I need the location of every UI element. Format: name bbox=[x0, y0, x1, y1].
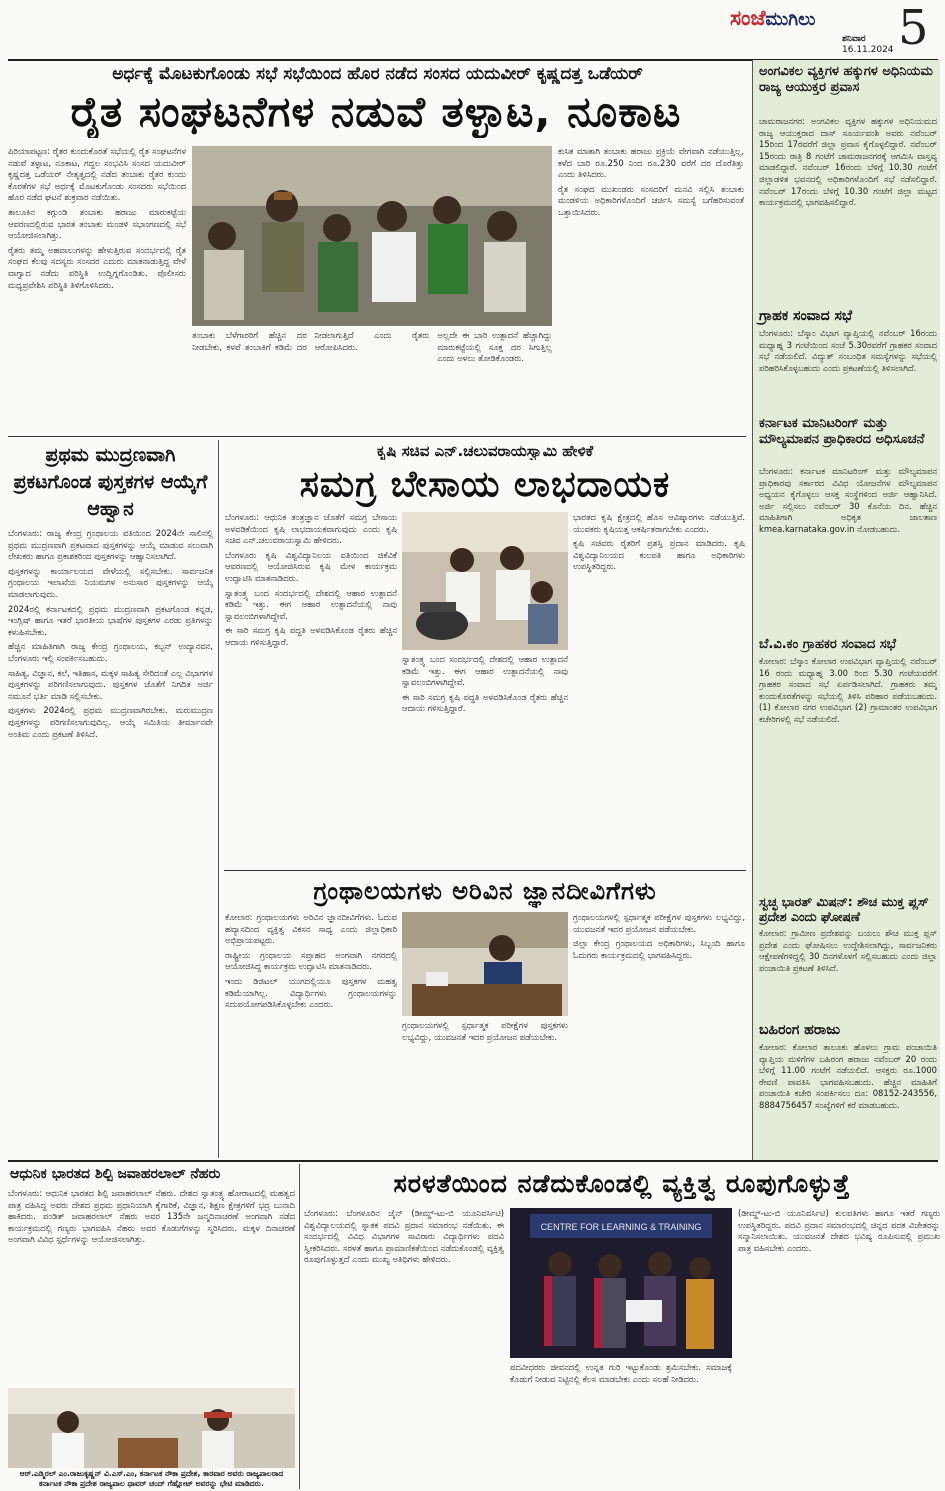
library-body-mid bbox=[402, 1020, 568, 1158]
right-story1-headline: ಅಂಗವಿಕಲ ವ್ಯಕ್ತಿಗಳ ಹಕ್ಕುಗಳ ಅಧಿನಿಯಮ ರಾಜ್ಯ ಆಯುಕ್ತರ ಪ್ರವಾಸ bbox=[759, 64, 933, 95]
brand-logo bbox=[730, 6, 815, 31]
brand-right: ಮುಗಿಲು bbox=[765, 9, 816, 30]
library-paragraph: ಕೋಲಾರ: ಗ್ರಂಥಾಲಯಗಳು ಅರಿವಿನ ಜ್ಞಾನದೀವಿಗೆಗಳು. ಓದುವ ಹವ್ಯಾಸದಿಂದ ವ್ಯಕ್ತಿತ್ವ ವಿಕಸನ ಸಾಧ್ಯ ಎಂದು ಜಿಲ್ಲಾಧಿಕಾರಿ ಅಭಿಪ್ರಾಯಪಟ್ಟರು. bbox=[225, 912, 397, 946]
agri-paragraph: ಕೃಷಿ ಸಚಿವರು ರೈತರಿಗೆ ಪ್ರಶಸ್ತಿ ಪ್ರದಾನ ಮಾಡಿದರು. ಕೃಷಿ ವಿಶ್ವವಿದ್ಯಾನಿಲಯದ ಕುಲಪತಿ ಹಾಗೂ ಅಧಿಕಾರಿಗಳು ಉಪಸ್ಥಿತರಿದ್ದರು. bbox=[573, 538, 745, 572]
books-headline: ಪ್ರಥಮ ಮುದ್ರಣವಾಗಿ ಪ್ರಕಟಗೊಂಡ ಪುಸ್ತಕಗಳ ಆಯ್ಕೆಗೆ ಆಹ್ವಾನ bbox=[13, 444, 208, 520]
right-story3-body: ಬೆಂಗಳೂರು: ಕರ್ನಾಟಕ ಮಾನಿಟರಿಂಗ್ ಮತ್ತು ಮೌಲ್ಯಮಾಪನ ಪ್ರಾಧಿಕಾರವು ಸರ್ಕಾರದ ವಿವಿಧ ಯೋಜನೆಗಳ ಮೌಲ್ಯಮಾಪನ ಅಧ್ಯಯನ ಕೈಗೊಳ್ಳಲು ಆಸಕ್ತ ಸಂಸ್ಥೆಗಳಿಂದ ಅರ್ಜಿ ಆಹ್ವಾನಿಸಿದೆ. ಅರ್ಜಿ ಸಲ್ಲಿಸಲು ನವೆಂಬರ್ 30 ಕೊನೆಯ ದಿನ. ಹೆಚ್ಚಿನ ಮಾಹಿತಿಗಾಗಿ ಅಧಿಕೃತ ಜಾಲತಾಣ kmea.karnataka.gov.in ನೋಡಬಹುದು. bbox=[759, 466, 937, 534]
lead-headline: ರೈತ ಸಂಘಟನೆಗಳ ನಡುವೆ ತಳ್ಳಾಟ, ನೂಕಾಟ bbox=[70, 87, 682, 136]
library-body-right bbox=[573, 912, 745, 1158]
library-paragraph: ಗ್ರಂಥಾಲಯಗಳಲ್ಲಿ ಸ್ಪರ್ಧಾತ್ಮಕ ಪರೀಕ್ಷೆಗಳ ಪುಸ್ತಕಗಳು ಲಭ್ಯವಿದ್ದು, ಯುವಜನತೆ ಇದರ ಪ್ರಯೋಜನ ಪಡೆಯಬೇಕು. bbox=[402, 1020, 568, 1042]
right-story2-headline: ಗ್ರಾಹಕ ಸಂವಾದ ಸಭೆ bbox=[759, 308, 853, 324]
books-body bbox=[8, 528, 213, 1158]
right-column bbox=[752, 60, 940, 1160]
convocation-banner: CENTRE FOR LEARNING & TRAINING bbox=[540, 1222, 702, 1232]
agri-body-right bbox=[573, 512, 745, 868]
issue-day: ಶನಿವಾರ bbox=[842, 34, 866, 44]
lead-paragraph: ಪಿರಿಯಾಪಟ್ಟಣ: ರೈತರ ಕುಂದುಕೊರತೆ ಸಭೆಯಲ್ಲಿ ರೈತ ಸಂಘಟನೆಗಳ ನಡುವೆ ತಳ್ಳಾಟ, ನೂಕಾಟ, ಗದ್ದಲ ಸಂಭವಿಸಿ ಸಂಸದ ಯದುವೀರ್ ಕೃಷ್ಣದತ್ತ ಒಡೆಯರ್ ನೇತೃತ್ವದಲ್ಲಿ ನಡೆದ ತಂಬಾಕು ರೈತರ ಕುಂದು ಕೊರತೆಗಳ ಸಭೆ ಅರ್ಧಕ್ಕೆ ಮೊಟಕುಗೊಂಡು ಸಂಸದರು ಸಭೆಯಿಂದ ಹೊರ ನಡೆದ ಘಟನೆ ಶುಕ್ರವಾರ ನಡೆಯಿತು. bbox=[8, 146, 186, 203]
personality-headline: ಸರಳತೆಯಿಂದ ನಡೆದುಕೊಂಡಲ್ಲಿ ವ್ಯಕ್ತಿತ್ವ ರೂಪುಗೊಳ್ಳುತ್ತೆ bbox=[393, 1169, 851, 1198]
right-story1-body: ಚಾಮರಾಜನಗರ: ಅಂಗವಿಕಲ ವ್ಯಕ್ತಿಗಳ ಹಕ್ಕುಗಳ ಅಧಿನಿಯಮದ ರಾಜ್ಯ ಆಯುಕ್ತರಾದ ದಾಸ್ ಸೂರ್ಯವಂಶಿ ಅವರು ನವೆಂಬರ್ 15ರಿಂದ 17ರವರೆಗೆ ಜಿಲ್ಲಾ ಪ್ರವಾಸ ಕೈಗೊಳ್ಳಲಿದ್ದಾರೆ. ನವೆಂಬರ್ 15ರಂದು ರಾತ್ರಿ 8 ಗಂಟೆಗೆ ಚಾಮರಾಜನಗರಕ್ಕೆ ಆಗಮಿಸಿ ವಾಸ್ತವ್ಯ ಮಾಡಲಿದ್ದಾರೆ. ನವೆಂಬರ್ 16ರಂದು ಬೆಳಿಗ್ಗೆ 10.30 ಗಂಟೆಗೆ ಜಿಲ್ಲಾಡಳಿತ ಭವನದಲ್ಲಿ ಅಧಿಕಾರಿಗಳೊಂದಿಗೆ ಸಭೆ ನಡೆಸಲಿದ್ದಾರೆ. ನವೆಂಬರ್ 17ರಂದು ಬೆಳಿಗ್ಗೆ 10.30 ಗಂಟೆಗೆ ಜಿಲ್ಲಾ ಮಟ್ಟದ ಕಾರ್ಯಕ್ರಮದಲ್ಲಿ ಭಾಗವಹಿಸಲಿದ್ದಾರೆ. bbox=[759, 116, 937, 208]
convocation-photo bbox=[510, 1208, 732, 1358]
page-number: 5 bbox=[898, 4, 929, 56]
agri-paragraph: ಸ್ವಾತಂತ್ರ್ಯ ಬಂದ ಸಂದರ್ಭದಲ್ಲಿ ದೇಶದಲ್ಲಿ ಆಹಾರ ಉತ್ಪಾದನೆ ಕಡಿಮೆ ಇತ್ತು. ಈಗ ಆಹಾರ ಉತ್ಪಾದನೆಯಲ್ಲಿ ನಾವು ಸ್ವಾವಲಂಬಿಗಳಾಗಿದ್ದೇವೆ. bbox=[225, 587, 397, 621]
lead-kicker: ಅರ್ಧಕ್ಕೆ ಮೊಟಕುಗೊಂಡು ಸಭೆ ಸಭೆಯಿಂದ ಹೊರ ನಡೆದ ಸಂಸದ ಯದುವೀರ್ ಕೃಷ್ಣದತ್ತ ಒಡೆಯರ್ bbox=[112, 64, 643, 84]
lead-paragraph: ರೈತರು ತಮ್ಮ ಅಹವಾಲುಗಳನ್ನು ಹೇಳುತ್ತಿರುವ ಸಂದರ್ಭದಲ್ಲಿ ರೈತ ಸಂಘದ ಕೆಲವು ಸದಸ್ಯರು ಸಂಸದರ ಎದುರು ಮಾತನಾಡುತ್ತಿದ್ದ ವೇಳೆ ವಾಗ್ವಾದ ನಡೆದು ಪರಿಸ್ಥಿತಿ ಉದ್ವಿಗ್ನಗೊಂಡಿತು. ಪೊಲೀಸರು ಮಧ್ಯಪ್ರವೇಶಿಸಿ ಪರಿಸ್ಥಿತಿ ತಿಳಿಗೊಳಿಸಿದರು. bbox=[8, 244, 186, 290]
agri-headline: ಸಮಗ್ರ ಬೇಸಾಯ ಲಾಭದಾಯಕ bbox=[299, 464, 671, 505]
agriculture-minister-photo bbox=[402, 512, 568, 650]
naval-officer-governor-photo bbox=[8, 1388, 295, 1468]
lead-body-mid bbox=[192, 330, 552, 428]
books-paragraph: ಸಾಹಿತ್ಯ, ವಿಜ್ಞಾನ, ಕಲೆ, ಇತಿಹಾಸ, ಮಕ್ಕಳ ಸಾಹಿತ್ಯ ಸೇರಿದಂತೆ ಎಲ್ಲ ವಿಭಾಗಗಳ ಪುಸ್ತಕಗಳನ್ನು ಪರಿಗಣಿಸಲಾಗುವುದು. ಪುಸ್ತಕಗಳ ಜೊತೆಗೆ ನಿಗದಿತ ಅರ್ಜಿ ನಮೂನೆ ಭರ್ತಿ ಮಾಡಿ ಸಲ್ಲಿಸಬೇಕು. bbox=[8, 667, 213, 701]
right-story6-body: ಕೋಲಾರ: ಕೋಲಾರ ತಾಲೂಕು ಹೊಳಲು ಗ್ರಾಮ ಪಂಚಾಯಿತಿ ವ್ಯಾಪ್ತಿಯ ಮಳಿಗೆಗಳ ಬಹಿರಂಗ ಹರಾಜು ನವೆಂಬರ್ 20 ರಂದು ಬೆಳಿಗ್ಗೆ 11.00 ಗಂಟೆಗೆ ನಡೆಯಲಿದೆ. ಆಸಕ್ತರು ರೂ.1000 ಠೇವಣಿ ಪಾವತಿಸಿ ಭಾಗವಹಿಸಬಹುದು. ಹೆಚ್ಚಿನ ಮಾಹಿತಿಗೆ ಪಂಚಾಯಿತಿ ಕಚೇರಿ ಸಂಪರ್ಕಿಸಲು ದೂ: 08152-243556, 8884756457 ಸಂಖ್ಯೆಗಳಿಗೆ ಕರೆ ಮಾಡಬಹುದು. bbox=[759, 1042, 937, 1110]
personality-body-left: ಬೆಂಗಳೂರು: ಬೆಂಗಳೂರಿನ ಜೈನ್ (ಡೀಮ್ಡ್-ಟು-ಬಿ ಯೂನಿವರ್ಸಿಟಿ) ವಿಶ್ವವಿದ್ಯಾಲಯದಲ್ಲಿ ಸ್ನಾತಕ ಪದವಿ ಪ್ರದಾನ ಸಮಾರಂಭ ನಡೆಯಿತು. ಈ ಸಂದರ್ಭದಲ್ಲಿ ವಿವಿಧ ವಿಭಾಗಗಳ ಸಾವಿರಾರು ವಿದ್ಯಾರ್ಥಿಗಳು ಪದವಿ ಸ್ವೀಕರಿಸಿದರು. ಸರಳತೆ ಹಾಗೂ ಪ್ರಾಮಾಣಿಕತೆಯಿಂದ ನಡೆದುಕೊಂಡಲ್ಲಿ ವ್ಯಕ್ತಿತ್ವ ರೂಪುಗೊಳ್ಳುತ್ತದೆ ಎಂದು ಮುಖ್ಯ ಅತಿಥಿಗಳು ಹೇಳಿದರು. bbox=[304, 1208, 504, 1265]
books-paragraph: 2024ರಲ್ಲಿ ಕರ್ನಾಟಕದಲ್ಲಿ ಪ್ರಥಮ ಮುದ್ರಣವಾಗಿ ಪ್ರಕಟಗೊಂಡ ಕನ್ನಡ, ಇಂಗ್ಲಿಷ್ ಹಾಗೂ ಇತರೆ ಭಾರತೀಯ ಭಾಷೆಗಳ ಪುಸ್ತಕಗಳ ಎರಡು ಪ್ರತಿಗಳನ್ನು ಕಳುಹಿಸಬೇಕು. bbox=[8, 603, 213, 637]
agri-body-mid bbox=[402, 654, 568, 868]
lead-paragraph: ತಾಲೂಕಿನ ಕಗ್ಗುಂಡಿ ತಂಬಾಕು ಹರಾಜು ಮಾರುಕಟ್ಟೆಯ ಆವರಣದಲ್ಲಿರುವ ಭಾರತ ತಂಬಾಕು ಮಂಡಳಿ ಸಭಾಂಗಣದಲ್ಲಿ ಸಭೆ ಆಯೋಜಿಸಲಾಗಿತ್ತು. bbox=[8, 206, 186, 241]
library-paragraph: ಇಂದು ಡಿಜಿಟಲ್ ಯುಗದಲ್ಲಿಯೂ ಪುಸ್ತಕಗಳ ಮಹತ್ವ ಕಡಿಮೆಯಾಗಿಲ್ಲ. ವಿದ್ಯಾರ್ಥಿಗಳು ಗ್ರಂಥಾಲಯಗಳನ್ನು ಸದುಪಯೋಗಪಡಿಸಿಕೊಳ್ಳಬೇಕು ಎಂದರು. bbox=[225, 975, 397, 1010]
library-paragraph: ಗ್ರಂಥಾಲಯಗಳಲ್ಲಿ ಸ್ಪರ್ಧಾತ್ಮಕ ಪರೀಕ್ಷೆಗಳ ಪುಸ್ತಕಗಳು ಲಭ್ಯವಿದ್ದು, ಯುವಜನತೆ ಇದರ ಪ್ರಯೋಜನ ಪಡೆಯಬೇಕು. bbox=[573, 912, 745, 934]
agri-paragraph: ಈ ಸಾರಿ ಸಮಗ್ರ ಕೃಷಿ ಪದ್ಧತಿ ಅಳವಡಿಸಿಕೊಂಡ ರೈತರು ಹೆಚ್ಚಿನ ಆದಾಯ ಗಳಿಸುತ್ತಿದ್ದಾರೆ. bbox=[225, 625, 397, 647]
lead-body-left bbox=[8, 146, 186, 428]
nehru-body: ಬೆಂಗಳೂರು: ಆಧುನಿಕ ಭಾರತದ ಶಿಲ್ಪಿ ಜವಾಹರಲಾಲ್ ನೆಹರು. ದೇಶದ ಸ್ವಾತಂತ್ರ್ಯ ಹೋರಾಟದಲ್ಲಿ ಮಹತ್ವದ ಪಾತ್ರ ವಹಿಸಿದ್ದ ಅವರು ದೇಶದ ಪ್ರಥಮ ಪ್ರಧಾನಿಯಾಗಿ ಕೈಗಾರಿಕೆ, ವಿಜ್ಞಾನ, ಶಿಕ್ಷಣ ಕ್ಷೇತ್ರಗಳಿಗೆ ಭದ್ರ ಬುನಾದಿ ಹಾಕಿದರು. ಪಂಡಿತ್ ಜವಾಹರಲಾಲ್ ನೆಹರು ಅವರ 135ನೇ ಜನ್ಮದಿನಾಚರಣೆ ಅಂಗವಾಗಿ ನಡೆದ ಕಾರ್ಯಕ್ರಮದಲ್ಲಿ ಗಣ್ಯರು ಭಾಗವಹಿಸಿ ನೆಹರು ಅವರ ಕೊಡುಗೆಗಳನ್ನು ಸ್ಮರಿಸಿದರು. ಮಕ್ಕಳ ದಿನಾಚರಣೆ ಅಂಗವಾಗಿ ವಿವಿಧ ಸ್ಪರ್ಧೆಗಳನ್ನು ಆಯೋಜಿಸಲಾಗಿತ್ತು. bbox=[8, 1188, 295, 1245]
library-paragraph: ಜಿಲ್ಲಾ ಕೇಂದ್ರ ಗ್ರಂಥಾಲಯದ ಅಧಿಕಾರಿಗಳು, ಸಿಬ್ಬಂದಿ ಹಾಗೂ ಓದುಗರು ಕಾರ್ಯಕ್ರಮದಲ್ಲಿ ಭಾಗವಹಿಸಿದ್ದರು. bbox=[573, 938, 745, 960]
library-body bbox=[225, 912, 397, 1158]
right-story6-headline: ಬಹಿರಂಗ ಹರಾಜು bbox=[759, 1022, 841, 1038]
library-headline: ಗ್ರಂಥಾಲಯಗಳು ಅರಿವಿನ ಜ್ಞಾನದೀವಿಗೆಗಳು bbox=[313, 877, 657, 905]
lead-body-right bbox=[558, 146, 744, 428]
library-paragraph: ರಾಷ್ಟ್ರೀಯ ಗ್ರಂಥಾಲಯ ಸಪ್ತಾಹದ ಅಂಗವಾಗಿ ನಗರದಲ್ಲಿ ಆಯೋಜಿಸಿದ್ದ ಕಾರ್ಯಕ್ರಮ ಉದ್ಘಾಟಿಸಿ ಮಾತನಾಡಿದರು. bbox=[225, 949, 397, 972]
agri-paragraph: ಭಾರತದ ಕೃಷಿ ಕ್ಷೇತ್ರದಲ್ಲಿ ಹೊಸ ಆವಿಷ್ಕಾರಗಳು ನಡೆಯುತ್ತಿವೆ. ಯುವಕರು ಕೃಷಿಯತ್ತ ಆಕರ್ಷಿತರಾಗಬೇಕು ಎಂದರು. bbox=[573, 512, 745, 534]
agri-paragraph: ಸ್ವಾತಂತ್ರ್ಯ ಬಂದ ಸಂದರ್ಭದಲ್ಲಿ ದೇಶದಲ್ಲಿ ಆಹಾರ ಉತ್ಪಾದನೆ ಕಡಿಮೆ ಇತ್ತು. ಈಗ ಆಹಾರ ಉತ್ಪಾದನೆಯಲ್ಲಿ ನಾವು ಸ್ವಾವಲಂಬಿಗಳಾಗಿದ್ದೇವೆ. bbox=[402, 654, 568, 688]
right-story4-body: ಕೋಲಾರ: ಬೆಸ್ಕಾಂ ಕೋಲಾರ ಉಪವಿಭಾಗ ವ್ಯಾಪ್ತಿಯಲ್ಲಿ ನವೆಂಬರ್ 16 ರಂದು ಮಧ್ಯಾಹ್ನ 3.00 ರಿಂದ 5.30 ಗಂಟೆಯವರೆಗೆ ಗ್ರಾಹಕರ ಸಂವಾದ ಸಭೆ ಏರ್ಪಡಿಸಲಾಗಿದೆ. ಗ್ರಾಹಕರು ತಮ್ಮ ಕುಂದುಕೊರತೆಗಳನ್ನು ಸಭೆಯಲ್ಲಿ ತಿಳಿಸಿ ಪರಿಹಾರ ಪಡೆಯಬಹುದು. (1) ಕೋಲಾರ ನಗರ ಉಪವಿಭಾಗ (2) ಗ್ರಾಮಾಂತರ ಉಪವಿಭಾಗ ಕಚೇರಿಗಳಲ್ಲಿ ಸಭೆ ನಡೆಯಲಿದೆ. bbox=[759, 656, 937, 724]
right-story4-headline: ಬೆ.ವಿ.ಕಂ ಗ್ರಾಹಕರ ಸಂವಾದ ಸಭೆ bbox=[759, 637, 897, 652]
lead-paragraph: ಅಲ್ಲದೇ ಈ ಬಾರಿ ಉತ್ಪಾದನೆ ಹೆಚ್ಚಾಗಿದ್ದು ಮಾರುಕಟ್ಟೆಯಲ್ಲಿ ಸೂಕ್ತ ದರ ಸಿಗುತ್ತಿಲ್ಲ ಎಂದು ಅಳಲು ತೋಡಿಕೊಂಡರು. bbox=[437, 330, 552, 364]
farmers-meeting-photo bbox=[192, 146, 552, 326]
agri-body bbox=[225, 512, 397, 868]
right-story5-headline: ಸ್ವಚ್ಛ ಭಾರತ್ ಮಿಷನ್: ಶೌಚ ಮುಕ್ತ ಪ್ಲಸ್ ಪ್ರದೇಶ ಎಂದು ಘೋಷಣೆ bbox=[759, 894, 929, 924]
books-paragraph: ಪುಸ್ತಕಗಳನ್ನು ಕಾರ್ಯಾಲಯದ ವೇಳೆಯಲ್ಲಿ ಸಲ್ಲಿಸಬೇಕು. ಸಾರ್ವಜನಿಕ ಗ್ರಂಥಾಲಯ ಇಲಾಖೆಯ ನಿಯಮಗಳ ಅನುಸಾರ ಪುಸ್ತಕಗಳನ್ನು ಆಯ್ಕೆ ಮಾಡಲಾಗುವುದು. bbox=[8, 565, 213, 599]
nehru-photo-caption: ಆರ್.ಎಡ್ಮಿರಲ್ ಎಂ.ರಾಜುಕೃಷ್ಣನ್ ವಿ.ಎಸ್.ಎಂ, ಕರ್ನಾಟಕ ನೌಕಾ ಪ್ರದೇಶ, ಕಾರವಾರ ಅವರು ರಾಜ್ಯಪಾಲರಾದ ಕರ್ನಾಟಕ ನೌಕಾ ಪ್ರದೇಶ ರಾಜ್ಯಪಾಲ ಥಾವರ್ ಚಂದ್ ಗೆಹ್ಲೋಟ್ ಅವರನ್ನು ಭೇಟಿ ಮಾಡಿದರು. bbox=[19, 1469, 284, 1488]
lead-paragraph: ತಂಬಾಕು ಬೆಳೆಗಾರರಿಗೆ ಹೆಚ್ಚಿನ ದರ ನೀಡಬೇಕು, ಕಳಪೆ ತಂಬಾಕಿಗೆ ಕಡಿಮೆ ದರ ನೀಡಲಾಗುತ್ತಿದೆ ಎಂದು ರೈತರು ಆರೋಪಿಸಿದರು. bbox=[192, 330, 430, 352]
masthead bbox=[730, 4, 942, 58]
books-paragraph: ಬೆಂಗಳೂರು: ರಾಜ್ಯ ಕೇಂದ್ರ ಗ್ರಂಥಾಲಯ ವತಿಯಿಂದ 2024ನೇ ಸಾಲಿನಲ್ಲಿ ಪ್ರಥಮ ಮುದ್ರಣವಾಗಿ ಪ್ರಕಟವಾದ ಪುಸ್ತಕಗಳನ್ನು ಆಯ್ಕೆ ಮಾಡುವ ಸಲುವಾಗಿ ಲೇಖಕರು ಹಾಗೂ ಪ್ರಕಾಶಕರಿಂದ ಪುಸ್ತಕಗಳನ್ನು ಆಹ್ವಾನಿಸಲಾಗಿದೆ. bbox=[8, 528, 213, 562]
books-paragraph: ಹೆಚ್ಚಿನ ಮಾಹಿತಿಗಾಗಿ ರಾಜ್ಯ ಕೇಂದ್ರ ಗ್ರಂಥಾಲಯ, ಕಬ್ಬನ್ ಉದ್ಯಾನವನ, ಬೆಂಗಳೂರು ಇಲ್ಲಿ ಸಂಪರ್ಕಿಸಬಹುದು. bbox=[8, 641, 213, 663]
agri-kicker: ಕೃಷಿ ಸಚಿವ ಎನ್.ಚಲುವರಾಯಸ್ವಾಮಿ ಹೇಳಿಕೆ bbox=[376, 442, 594, 460]
right-story5-body: ಕೋಲಾರ: ಗ್ರಾಮೀಣ ಪ್ರದೇಶವನ್ನು ಬಯಲು ಶೌಚ ಮುಕ್ತ ಪ್ಲಸ್ ಪ್ರದೇಶ ಎಂದು ಘೋಷಿಸಲು ಉದ್ದೇಶಿಸಲಾಗಿದ್ದು, ಸಾರ್ವಜನಿಕರು ಆಕ್ಷೇಪಣೆಗಳಿದ್ದಲ್ಲಿ 30 ದಿನಗಳೊಳಗೆ ಸಲ್ಲಿಸಬಹುದು ಎಂದು ಜಿಲ್ಲಾ ಪಂಚಾಯಿತಿ ಪ್ರಕಟಣೆ ತಿಳಿಸಿದೆ. bbox=[759, 928, 937, 973]
books-paragraph: ಪುಸ್ತಕಗಳು 2024ರಲ್ಲಿ ಪ್ರಥಮ ಮುದ್ರಣವಾಗಿರಬೇಕು. ಮರುಮುದ್ರಣ ಪುಸ್ತಕಗಳನ್ನು ಪರಿಗಣಿಸಲಾಗುವುದಿಲ್ಲ. ಆಯ್ಕೆ ಸಮಿತಿಯ ತೀರ್ಮಾನವೇ ಅಂತಿಮ ಎಂದು ಪ್ರಕಟಣೆ ತಿಳಿಸಿದೆ. bbox=[8, 705, 213, 739]
agri-paragraph: ಬೆಂಗಳೂರು: ಆಧುನಿಕ ತಂತ್ರಜ್ಞಾನ ಜೊತೆಗೆ ಸಮಗ್ರ ಬೇಸಾಯ ಅಳವಡಿಕೆಯಿಂದ ಕೃಷಿ ಲಾಭದಾಯಕವಾಗುವುದು ಎಂದು ಕೃಷಿ ಸಚಿವ ಎನ್.ಚಲುವರಾಯಸ್ವಾಮಿ ಹೇಳಿದರು. bbox=[225, 512, 397, 546]
lead-paragraph: ರೈತ ಸಂಘದ ಮುಖಂಡರು ಸಂಸದರಿಗೆ ಮನವಿ ಸಲ್ಲಿಸಿ ತಂಬಾಕು ಮಂಡಳಿಯ ಅಧಿಕಾರಿಗಳೊಂದಿಗೆ ಚರ್ಚಿಸಿ ಸಮಸ್ಯೆ ಬಗೆಹರಿಸುವಂತೆ ಒತ್ತಾಯಿಸಿದರು. bbox=[558, 183, 744, 217]
agri-paragraph: ಬೆಂಗಳೂರು ಕೃಷಿ ವಿಶ್ವವಿದ್ಯಾನಿಲಯ ವತಿಯಿಂದ ಜಿಕೆವಿಕೆ ಆವರಣದಲ್ಲಿ ಆಯೋಜಿಸಿರುವ ಕೃಷಿ ಮೇಳ ಕಾರ್ಯಕ್ರಮ ಉದ್ಘಾಟಿಸಿ ಮಾತನಾಡಿದರು. bbox=[225, 549, 397, 583]
right-story2-body: ಬೆಂಗಳೂರು: ಬೆಸ್ಕಾಂ ವಿಭಾಗ ವ್ಯಾಪ್ತಿಯಲ್ಲಿ ನವೆಂಬರ್ 16ರಂದು ಮಧ್ಯಾಹ್ನ 3 ಗಂಟೆಯಿಂದ ಸಂಜೆ 5.30ರವರೆಗೆ ಗ್ರಾಹಕರ ಸಂವಾದ ಸಭೆ ನಡೆಯಲಿದೆ. ವಿದ್ಯುತ್ ಸಂಬಂಧಿತ ಸಮಸ್ಯೆಗಳನ್ನು ಸಭೆಯಲ್ಲಿ ಪರಿಹರಿಸಿಕೊಳ್ಳಬಹುದು ಎಂದು ಪ್ರಕಟಣೆಯಲ್ಲಿ ತಿಳಿಸಲಾಗಿದೆ. bbox=[759, 328, 937, 373]
agri-paragraph: ಈ ಸಾರಿ ಸಮಗ್ರ ಕೃಷಿ ಪದ್ಧತಿ ಅಳವಡಿಸಿಕೊಂಡ ರೈತರು ಹೆಚ್ಚಿನ ಆದಾಯ ಗಳಿಸುತ್ತಿದ್ದಾರೆ. bbox=[402, 691, 568, 714]
issue-date: 16.11.2024 bbox=[842, 45, 894, 55]
brand-left: ಸಂಜೆ bbox=[730, 6, 766, 30]
library-official-photo bbox=[402, 912, 568, 1016]
lead-paragraph: ಕುಸಿತ ಮಾತಾಗಿ ತಂಬಾಕು ಹರಾಜು ಪ್ರಕ್ರಿಯೆ ವೇಗವಾಗಿ ನಡೆಯುತ್ತಿಲ್ಲ, ಕಳೆದ ಬಾರಿ ರೂ.250 ನಿಂದ ರೂ.230 ವರೆಗೆ ದರ ದೊರೆತಿತ್ತು ಎಂದು ತಿಳಿಸಿದರು. bbox=[558, 146, 744, 180]
personality-body-right: (ಡೀಮ್ಡ್-ಟು-ಬಿ ಯೂನಿವರ್ಸಿಟಿ) ಕುಲಪತಿಗಳು ಹಾಗೂ ಇತರೆ ಗಣ್ಯರು ಉಪಸ್ಥಿತರಿದ್ದರು. ಪದವಿ ಪ್ರದಾನ ಸಮಾರಂಭದಲ್ಲಿ ಚಿನ್ನದ ಪದಕ ವಿಜೇತರನ್ನು ಸನ್ಮಾನಿಸಲಾಯಿತು. ಯುವಜನತೆ ದೇಶದ ಭವಿಷ್ಯ ರೂಪಿಸುವಲ್ಲಿ ಪ್ರಮುಖ ಪಾತ್ರ ವಹಿಸಬೇಕು ಎಂದರು. bbox=[738, 1208, 940, 1253]
personality-body-mid: ಪದವೀಧರರು ಜೀವನದಲ್ಲಿ ಉನ್ನತ ಗುರಿ ಇಟ್ಟುಕೊಂಡು ಶ್ರಮಿಸಬೇಕು. ಸಮಾಜಕ್ಕೆ ಕೊಡುಗೆ ನೀಡುವ ನಿಟ್ಟಿನಲ್ಲಿ ಕೆಲಸ ಮಾಡಬೇಕು ಎಂದು ಸಲಹೆ ನೀಡಿದರು. bbox=[510, 1362, 732, 1384]
nehru-headline: ಆಧುನಿಕ ಭಾರತದ ಶಿಲ್ಪಿ ಜವಾಹರಲಾಲ್ ನೆಹರು bbox=[10, 1166, 221, 1182]
right-story3-headline: ಕರ್ನಾಟಕ ಮಾನಿಟರಿಂಗ್ ಮತ್ತು ಮೌಲ್ಯಮಾಪನ ಪ್ರಾಧಿಕಾರದ ಅಧಿಸೂಚನೆ bbox=[759, 416, 925, 447]
